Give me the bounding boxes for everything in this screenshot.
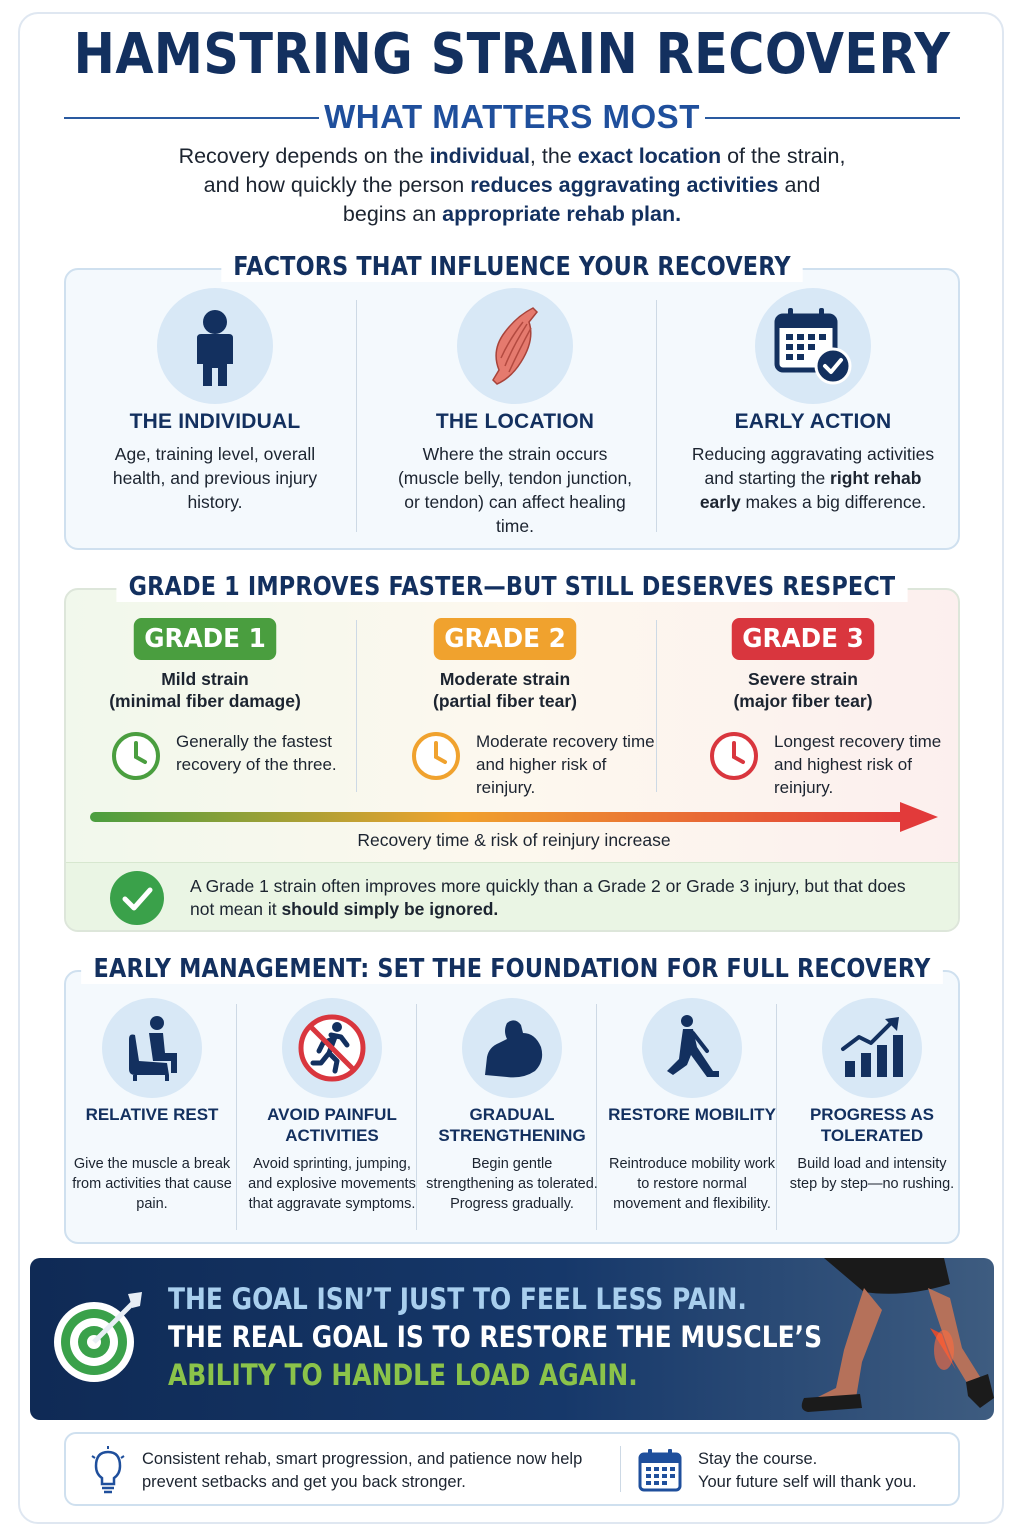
clock-icon [410,730,462,782]
mgmt-title: GRADUAL STRENGTHENING [438,1105,586,1145]
person-icon [157,288,273,404]
arrow-caption: Recovery time & risk of reinjury increase [357,830,671,850]
mgmt-desc: Give the muscle a break from activities that cause pain. [72,1156,232,1212]
factor-title: EARLY ACTION [734,410,892,433]
grade-title: Moderate strain (partial fiber tear) [433,669,577,711]
no-running-icon [282,998,382,1098]
mgmt-desc: Build load and intensity step by step—no rushing. [789,1156,955,1192]
clock-icon [708,730,760,782]
factor-desc: Age, training level, overall health, and previous injury history. [112,444,318,512]
footer-box [64,1432,960,1506]
calendar-icon [638,1448,682,1492]
mgmt-gradual-strengthening [426,972,606,1246]
factors-panel [64,268,960,550]
muscle-icon [457,288,573,404]
grade-note [66,862,958,930]
severity-arrow [90,802,940,832]
grade-note-text: A Grade 1 strain often improves more quickly than a Grade 2 or Grade 3 injury, but that does not mean it should simply be ignored. [190,876,906,919]
factor-title: THE LOCATION [435,410,595,433]
subtitle-row [64,98,960,138]
mgmt-title: PROGRESS AS TOLERATED [809,1105,935,1145]
goal-line-3: ABILITY TO HANDLE LOAD AGAIN. [168,1358,638,1392]
mgmt-relative-rest [66,972,246,1246]
mgmt-title: RELATIVE REST [85,1105,219,1124]
stretching-person-icon [642,998,742,1098]
grade-desc: Moderate recovery time and higher risk of reinjury. [476,732,655,797]
target-icon [48,1288,148,1388]
check-icon [110,871,164,925]
divider [620,1446,621,1492]
mgmt-progress-tolerated [786,972,966,1246]
management-panel [64,970,960,1244]
mgmt-desc: Avoid sprinting, jumping, and explosive movements that aggravate symptoms. [248,1156,416,1212]
grade-1-column [66,590,364,800]
calendar-check-icon [755,288,871,404]
goal-line-2: THE REAL GOAL IS TO RESTORE THE MUSCLE’S [168,1320,823,1354]
grades-panel [64,588,960,932]
lightbulb-icon [90,1446,126,1496]
grade-2-column [366,590,664,800]
page-title: HAMSTRING STRAIN RECOVERY [73,22,951,87]
mgmt-title: AVOID PAINFUL ACTIVITIES [267,1105,397,1145]
armchair-person-icon [102,998,202,1098]
factor-desc: Where the strain occurs (muscle belly, tendon junction, or tendon) can affect healing time. [397,444,633,536]
intro-text: Recovery depends on the individual, the exact location of the strain, and how quickly the person reduces aggravating activities and begins an appropriate rehab plan. [178,144,846,226]
management-heading: EARLY MANAGEMENT: SET THE FOUNDATION FOR FULL RECOVERY [72,954,953,984]
clock-icon [110,730,162,782]
mgmt-desc: Begin gentle strengthening as tolerated. Progress gradually. [426,1156,598,1212]
factor-title: THE INDIVIDUAL [129,410,301,433]
grade-title: Mild strain (minimal fiber damage) [109,669,301,711]
factor-early-action [664,270,962,552]
footer-left-text: Consistent rehab, smart progression, and patience now help prevent setbacks and get you back stronger. [142,1450,583,1491]
grade-3-column [664,590,962,800]
mgmt-restore-mobility [606,972,786,1246]
grade-desc: Generally the fastest recovery of the three. [176,732,337,774]
page-subtitle: WHAT MATTERS MOST [324,98,700,135]
grade-1-badge: GRADE 1 [134,618,277,660]
goal-line-1: THE GOAL ISN’T JUST TO FEEL LESS PAIN. [168,1282,747,1316]
mgmt-avoid-painful [246,972,426,1246]
factors-heading: FACTORS THAT INFLUENCE YOUR RECOVERY [72,252,953,282]
grade-title: Severe strain (major fiber tear) [733,669,873,711]
factor-location [366,270,664,552]
bar-chart-up-icon [822,998,922,1098]
grade-desc: Longest recovery time and highest risk of reinjury. [774,732,942,797]
goal-banner [30,1258,994,1420]
grades-heading: GRADE 1 IMPROVES FASTER—BUT STILL DESERVES RESPECT [72,572,953,602]
runner-legs-illustration [744,1258,994,1420]
grade-3-badge: GRADE 3 [732,618,875,660]
mgmt-desc: Reintroduce mobility work to restore normal movement and flexibility. [608,1156,775,1212]
flexed-arm-icon [462,998,562,1098]
factor-desc: Reducing aggravating activities and starting the right rehab early makes a big difference. [691,444,935,512]
footer-right-text: Stay the course. Your future self will thank you. [698,1450,917,1491]
factor-individual [66,270,364,552]
mgmt-title: RESTORE MOBILITY [608,1105,776,1124]
grade-2-badge: GRADE 2 [434,618,577,660]
